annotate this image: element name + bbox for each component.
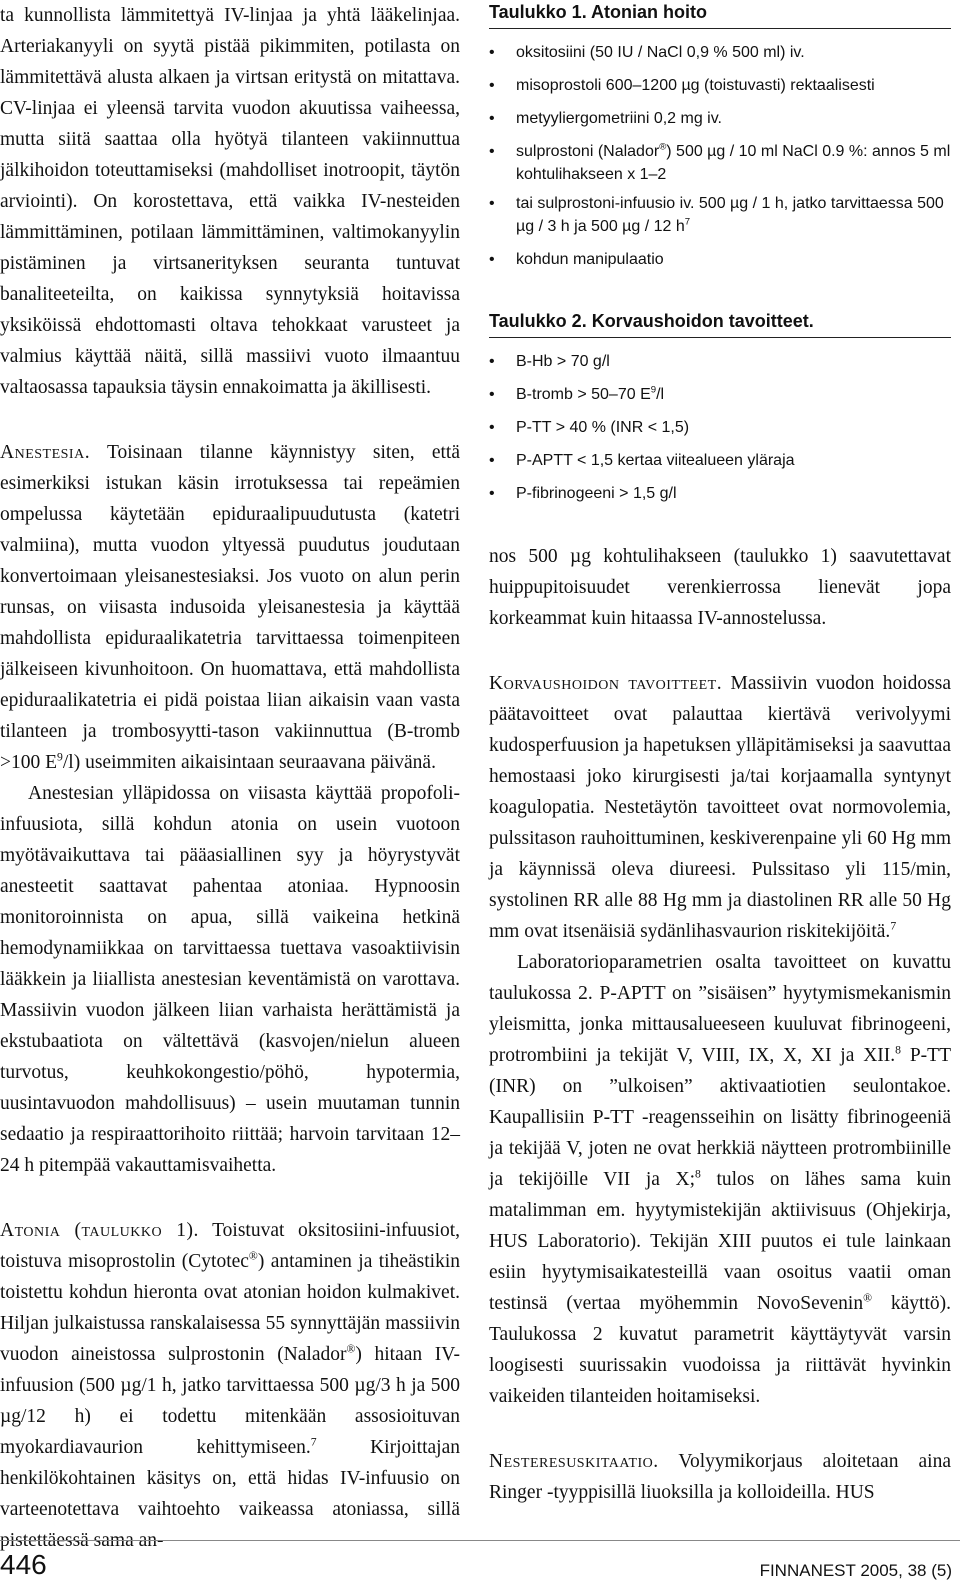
bullet-icon: •: [489, 353, 495, 370]
reference-marker: 7: [684, 216, 691, 228]
bullet-icon: •: [489, 44, 495, 61]
table-2: [489, 309, 951, 505]
bullet-icon: •: [489, 386, 495, 403]
table-2-list: [489, 350, 951, 505]
section-heading-atonia: Atonia (taulukko 1).: [0, 1220, 199, 1241]
bullet-icon: •: [489, 485, 495, 502]
section-heading-anestesia: Anestesia.: [0, 442, 91, 463]
bullet-icon: •: [489, 143, 495, 160]
table-1: [489, 0, 951, 271]
body-paragraph: ta kunnollista lämmitettyä IV-linjaa ja yhtä lääkelinjaa. Arteriakanyyli on syytä pistää pikimmiten, potilasta on lämmitettävä alusta alkaen ja virtsan eritystä on mitattava. CV-linjaa ei yleensä tarvita vuodon akuutissa vaiheessa, mutta siitä saattaa olla hyötyä tilanteen vakiinnuttua jälkihoidon toteuttamiseksi (mahdolliset inotroopit, täytön arviointi). On korostettava, että vaikka IV-nesteiden lämmittäminen, potilaan lämmittäminen, valtimokanyylin pistäminen ja virtsanerityksen seuranta tuntuvat banaliteeteilta, on kaikissa synnytyksiä hoitavissa yksiköissä ehdottomasti oltava tehokkaat varusteet ja valmius käyttää näitä, sillä massiivi vuoto ilmaantuu valtaosassa tapauksia täysin ennakoimatta ja äkillisesti.: [0, 5, 460, 398]
body-paragraph: nos 500 µg kohtulihakseen (taulukko 1) saavutettavat huippupitoisuudet verenkierrossa lienevät jopa korkeammat kuin hitaassa IV-annostelussa.: [489, 546, 951, 629]
body-paragraph-nesteresuskitaatio: Nesteresuskitaatio. Volyymikorjaus aloitetaan aina Ringer -tyyppisillä liuoksilla ja kolloideilla. HUS: [489, 1451, 952, 1503]
journal-citation: FINNANEST 2005, 38 (5): [759, 1561, 952, 1580]
list-item: • kohdun manipulaatio: [489, 248, 951, 271]
list-item: • oksitosiini (50 IU / NaCl 0,9 % 500 ml) iv.: [489, 41, 951, 64]
list-item: • B-Hb > 70 g/l: [489, 350, 951, 373]
section-heading-korvaushoito: Korvaushoidon tavoitteet.: [489, 673, 723, 694]
bullet-icon: •: [489, 452, 495, 469]
list-item: • P-TT > 40 % (INR < 1,5): [489, 416, 951, 439]
reference-marker: 8: [695, 1167, 701, 1181]
body-paragraph-anestesia: Anestesia. Toisinaan tilanne käynnistyy siten, että esimerkiksi istukan käsin irrotuksessa tai repeämien ompelussa käytetään epiduraalipuudutusta (katetri valmiina), mutta vuodon yltyessä puudutus joudutaan konvertoimaan yleisanestesiaksi. Jos vuoto on alun perin runsas, on viisasta indusoida yleisanestesia ja käyttää mahdollista epiduraalikatetria tarvittaessa toimenpiteen jälkeiseen kivunhoitoon. On huomattava, että mahdollista epiduraalikatetria ei pidä poistaa liian aikaisin vaan vasta tilanteen ja trombosyytti-tason vakiinnuttua (B-tromb >100 $E^9/l$) useimmiten aikaisintaan seuraavana päivänä.: [0, 442, 460, 773]
list-item: • P-APTT < 1,5 kertaa viitealueen yläraja: [489, 449, 951, 472]
right-column: [489, 0, 951, 1508]
list-item: • misoprostoli 600–1200 µg (toistuvasti) rektaalisesti: [489, 74, 951, 97]
table-1-list: [489, 41, 951, 271]
table-1-title: Taulukko 1. Atonian hoito: [489, 0, 951, 29]
body-paragraph: Anestesian ylläpidossa on viisasta käyttää propofoli-infuusiota, sillä kohdun atonia on usein vuotoon myötävaikuttava tai pääasiallinen syy ja höyrystyvät anesteetit saattavat pahentaa atoniaa. Hypnoosin monitoroinnista on apua, sillä vaikeina hetkinä hemodynamiikkaa on tarvittaessa tuettava vasoaktiivisin lääkkein ja liiallista anestesian keventämistä on varottava. Massiivin vuodon jälkeen liian varhaista herättämistä ja ekstubaatiota on vältettävä (kasvojen/nielun alueen turvotus, keuhkokongestio/pöhö, hypotermia, uusintavuodon mahdollisuus) – usein muutaman tunnin sedaatio ja respiraattorihoito riittää; harvoin tarvitaan 12–24 h pitempää vakauttamisvaihetta.: [0, 783, 460, 1176]
registered-mark: ®: [659, 141, 667, 153]
body-paragraph-atonia: Atonia (taulukko 1). Toistuvat oksitosiini-infuusiot, toistuva misoprostolin (Cytotec®) antaminen ja tiheästikin toistettu kohdun hieronta ovat atonian hoidon kulmakivet. Hiljan julkaistussa ranskalaisessa 55 synnyttäjän massiivin vuodon aineistossa sulprostonin (Nalador®) hitaan IV-infuusion (500 µg/1 h, jatko tarvittaessa 500 µg/3 h ja 500 µg/12 h) ei todettu mitenkään assosioituvan myokardiavaurion kehittymiseen.$^7$ Kirjoittajan henkilökohtainen käsitys on, että hidas IV-infuusio on varteenotettava vaihtoehto vaikeassa atoniassa, sillä pistettäessä sama an-: [0, 1220, 460, 1551]
reference-marker: 7: [890, 919, 897, 933]
bullet-icon: •: [489, 77, 495, 94]
bullet-icon: •: [489, 419, 495, 436]
list-item: • sulprostoni (Nalador®) 500 µg / 10 ml NaCl 0.9 %: annos 5 ml kohtulihakseen x 1–2: [489, 141, 951, 183]
bullet-icon: •: [489, 110, 495, 127]
registered-mark: ®: [346, 1342, 356, 1356]
registered-mark: ®: [248, 1249, 258, 1263]
bullet-icon: •: [489, 251, 495, 268]
list-item: • metyyliergometriini 0,2 mg iv.: [489, 107, 951, 130]
list-item: • B-tromb > 50–70 $E^9/l$: [489, 383, 951, 406]
bullet-icon: •: [489, 195, 495, 212]
left-column: [0, 0, 460, 1556]
page-footer: [0, 1540, 960, 1585]
body-paragraph: Laboratorioparametrien osalta tavoitteet on kuvattu taulukossa 2. P-APTT on ”sisäisen” hyytymismekanismin yleismitta, jonka mittausalueeseen kuuluvat fibrinogeeni, protrombiini ja tekijät V, VIII, IX, X, XI ja XII.$^8$ P-TT (INR) on ”ulkoisen” aktivaatiotien seulontakoe. Kaupallisiin P-TT -reagensseihin on lisätty fibrinogeeniä ja tekijää V, joten ne ovat herkkiä näytteen protrombiinille ja tekijöille VII ja X;$^8$ tulos on lähes sama kuin matalimman em. hyytymistekijän aktiivisuus (Ohjekirja, HUS Laboratorio). Tekijän XIII puutos ei tule lainkaan esiin hyytymisaikatesteillä vaan osoitus vaatii oman testinsä (vertaa myöhemmin NovoSevenin® käyttö). Taulukossa 2 kuvatut parametrit käyttäytyvät varsin loogisesti suurissakin vuodoissa ja riittävät hyvinkin vaikeiden tilanteiden hoitamiseksi.: [489, 952, 952, 1407]
list-item: • P-fibrinogeeni > 1,5 g/l: [489, 482, 951, 505]
section-heading-nesteresuskitaatio: Nesteresuskitaatio.: [489, 1451, 659, 1472]
registered-mark: ®: [863, 1291, 872, 1305]
reference-marker: 7: [310, 1435, 317, 1449]
body-paragraph-korvaushoito: Korvaushoidon tavoitteet. Massiivin vuodon hoidossa päätavoitteet ovat palauttaa kiertävä verivolyymi kudosperfuusion ja hapetuksen ylläpitämiseksi ja saavuttaa hemostaasi joko kirurgisesti ja/tai korjaamalla syntynyt koagulopatia. Nestetäytön tavoitteet ovat normovolemia, pulssitason rauhoittuminen, keskiverenpaine yli 60 Hg mm ja käynnissä oleva diureesi. Pulssitaso yli 115/min, systolinen RR alle 88 Hg mm ja diastolinen RR alle 50 Hg mm ovat itsenäisiä sydänlihasvaurion riskitekijöitä.$^7$: [489, 673, 951, 942]
list-item: • tai sulprostoni-infuusio iv. 500 µg / 1 h, jatko tarvittaessa 500 µg / 3 h ja 500 µg / 12 $h^7$: [489, 192, 951, 238]
reference-marker: 8: [895, 1043, 901, 1057]
table-2-title: Taulukko 2. Korvaushoidon tavoitteet.: [489, 309, 951, 338]
page-number: 446: [0, 1549, 47, 1580]
